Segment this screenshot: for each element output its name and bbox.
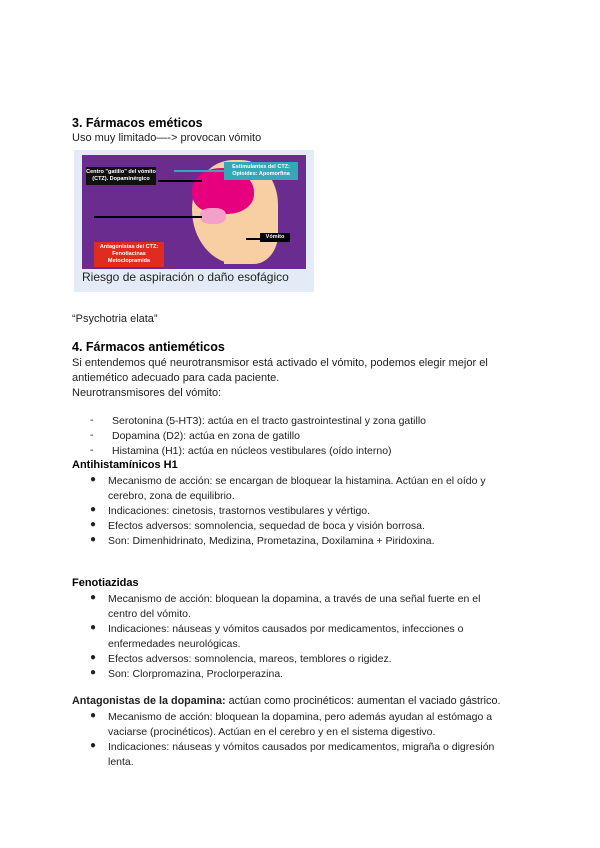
fenot-item: Efectos adversos: somnolencia, mareos, temblores o rigidez. [108, 653, 392, 665]
section-3-subtitle: Uso muy limitado—-> provocan vómito [72, 132, 262, 144]
antag-title-rest: actúan como procinéticos: aumentan el vaciado gástrico. [225, 695, 501, 707]
antag-item: lenta. [108, 756, 134, 768]
bullet-glyph: ● [90, 519, 97, 530]
quote: “Psychotria elata” [72, 313, 158, 325]
bullet-glyph: ● [90, 710, 97, 721]
intro-line-2: antiemético adecuado para cada paciente. [72, 372, 280, 384]
fenot-item: Mecanismo de acción: bloquean la dopamina, a través de una señal fuerte en el [108, 593, 481, 605]
bullet-glyph: ● [90, 740, 97, 751]
dash-glyph: - [90, 444, 94, 456]
antag-heading [72, 694, 500, 709]
neuro-item: Serotonina (5-HT3): actúa en el tracto gastrointestinal y zona gatillo [112, 415, 427, 427]
bullet-glyph: ● [90, 652, 97, 663]
bullet-glyph: ● [90, 504, 97, 515]
fenot-title: Fenotiazidas [72, 577, 139, 589]
bullet-glyph: ● [90, 474, 97, 485]
bullet-glyph: ● [90, 534, 97, 545]
emetic-figure [74, 150, 314, 292]
label-ctz: Centro "gatillo" del vómito (CTZ). Dopaminérgico [86, 167, 156, 185]
antihist-item: cerebro, zona de equilibrio. [108, 490, 235, 502]
intro-line-3: Neurotransmisores del vómito: [72, 387, 222, 399]
antag-item: Mecanismo de acción: bloquean la dopamina, pero además ayudan al estómago a [108, 711, 493, 723]
figure-caption: Riesgo de aspiración o daño esofágico [82, 270, 289, 284]
bullet-glyph: ● [90, 622, 97, 633]
arrow-ctz [158, 180, 202, 182]
fenot-item: centro del vómito. [108, 608, 191, 620]
intro-line-1: Si entendemos qué neurotransmisor está activado el vómito, podemos elegir mejor el [72, 357, 488, 369]
antihist-item: Mecanismo de acción: se encargan de bloquear la histamina. Actúan en el oído y [108, 475, 486, 487]
antag-item: vaciarse (procinéticos). Actúan en el cerebro y en el sistema digestivo. [108, 726, 436, 738]
antihist-item: Son: Dimenhidrinato, Medizina, Prometazina, Doxilamina + Piridoxina. [108, 535, 435, 547]
fenot-item: Indicaciones: náuseas y vómitos causados por medicamentos, infecciones o [108, 623, 464, 635]
neuro-item: Histamina (H1): actúa en núcleos vestibulares (oído interno) [112, 445, 392, 457]
antihist-item: Efectos adversos: somnolencia, sequedad de boca y visión borrosa. [108, 520, 425, 532]
antag-title: Antagonistas de la dopamina: [72, 695, 226, 707]
dash-glyph: - [90, 429, 94, 441]
antihist-item: Indicaciones: cinetosis, trastornos vestibulares y vértigo. [108, 505, 371, 517]
cerebellum-shape [200, 208, 226, 224]
arrow-stim [174, 170, 224, 172]
section-4-title: 4. Fármacos antieméticos [72, 340, 225, 354]
neck-shape [224, 224, 254, 264]
neuro-item: Dopamina (D2): actúa en zona de gatillo [112, 430, 300, 442]
bullet-glyph: ● [90, 667, 97, 678]
dash-glyph: - [90, 414, 94, 426]
arrow-vomit [246, 238, 260, 240]
label-antagonists: Antagonistas del CTZ: Fenotiacinas Metoclopramida [94, 242, 164, 267]
arrow-center [94, 216, 202, 218]
antihist-title: Antihistamínicos H1 [72, 459, 178, 471]
fenot-item: Son: Clorpromazina, Proclorperazina. [108, 668, 284, 680]
label-vomit: Vómito [260, 233, 290, 242]
fenot-item: enfermedades neurológicas. [108, 638, 241, 650]
antag-item: Indicaciones: náuseas y vómitos causados por medicamentos, migraña o digresión [108, 741, 495, 753]
label-stimulants: Estimulantes del CTZ: Opioides: Apomorfina [224, 162, 298, 180]
section-3-title: 3. Fármacos eméticos [72, 116, 203, 130]
bullet-glyph: ● [90, 592, 97, 603]
